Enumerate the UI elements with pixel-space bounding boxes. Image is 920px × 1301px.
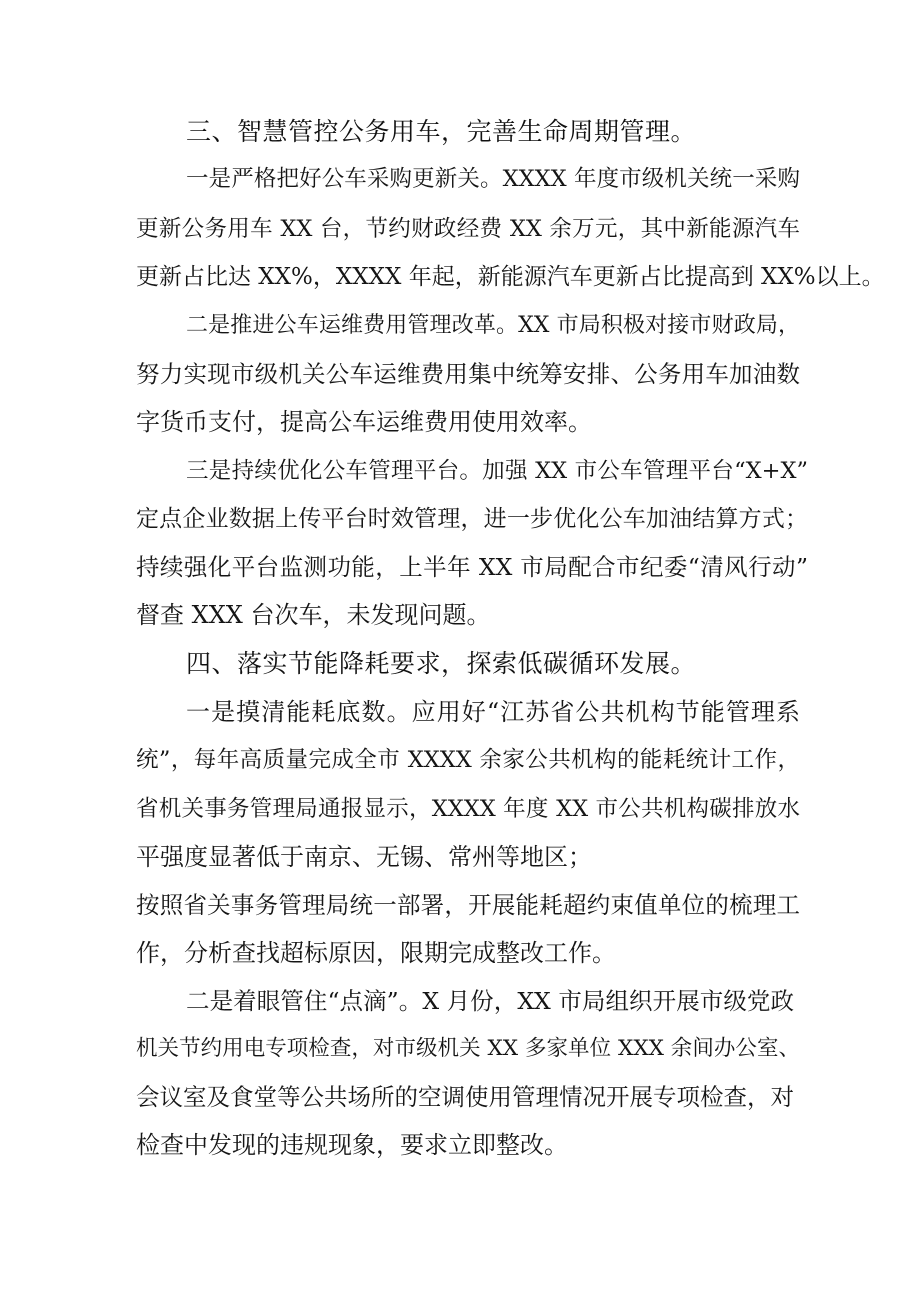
paragraph-line: 一是摸清能耗底数。应用好“江苏省公共机构节能管理系	[186, 698, 800, 726]
paragraph-line: 三是持续优化公车管理平台。加强 XX 市公车管理平台“X+X”	[186, 458, 808, 484]
paragraph-line: 字货币支付，提高公车运维费用使用效率。	[136, 408, 592, 436]
section-heading-3: 三、智慧管控公务用车，完善生命周期管理。	[186, 117, 697, 146]
paragraph-line: 作，分析查找超标原因，限期完成整改工作。	[136, 939, 616, 967]
section-heading-4: 四、落实节能降耗要求，探索低碳循环发展。	[186, 649, 697, 678]
paragraph-line: 会议室及食堂等公共场所的空调使用管理情况开展专项检查，对	[136, 1083, 794, 1111]
paragraph-line: 检查中发现的违规现象，要求立即整改。	[136, 1131, 568, 1159]
paragraph-line: 持续强化平台监测功能，上半年 XX 市局配合市纪委“清风行动”	[136, 553, 808, 581]
paragraph-line: 二是着眼管住“点滴”。X 月份，XX 市局组织开展市级党政	[186, 987, 794, 1015]
paragraph-line: 努力实现市级机关公车运维费用集中统筹安排、公务用车加油数	[136, 360, 800, 388]
paragraph-line: 平强度显著低于南京、无锡、常州等地区；	[136, 843, 592, 871]
paragraph-line: 省机关事务管理局通报显示，XXXX 年度 XX 市公共机构碳排放水	[136, 796, 800, 822]
paragraph-line: 机关节约用电专项检查，对市级机关 XX 多家单位 XXX 余间办公室、	[136, 1036, 800, 1061]
paragraph-line: 更新公务用车 XX 台，节约财政经费 XX 余万元，其中新能源汽车	[136, 216, 800, 242]
paragraph-line: 统”，每年高质量完成全市 XXXX 余家公共机构的能耗统计工作，	[136, 747, 800, 773]
paragraph-line: 二是推进公车运维费用管理改革。XX 市局积极对接市财政局，	[186, 313, 800, 338]
paragraph-line: 按照省关事务管理局统一部署，开展能耗超约束值单位的梳理工	[136, 891, 800, 919]
paragraph-line: 一是严格把好公车采购更新关。XXXX 年度市级机关统一采购	[186, 166, 800, 192]
paragraph-line: 更新占比达 XX%，XXXX 年起，新能源汽车更新占比提高到 XX%以上。	[136, 264, 885, 290]
paragraph-line: 定点企业数据上传平台时效管理，进一步优化公车加油结算方式；	[136, 506, 808, 532]
paragraph-line: 督查 XXX 台次车，未发现问题。	[136, 601, 491, 629]
